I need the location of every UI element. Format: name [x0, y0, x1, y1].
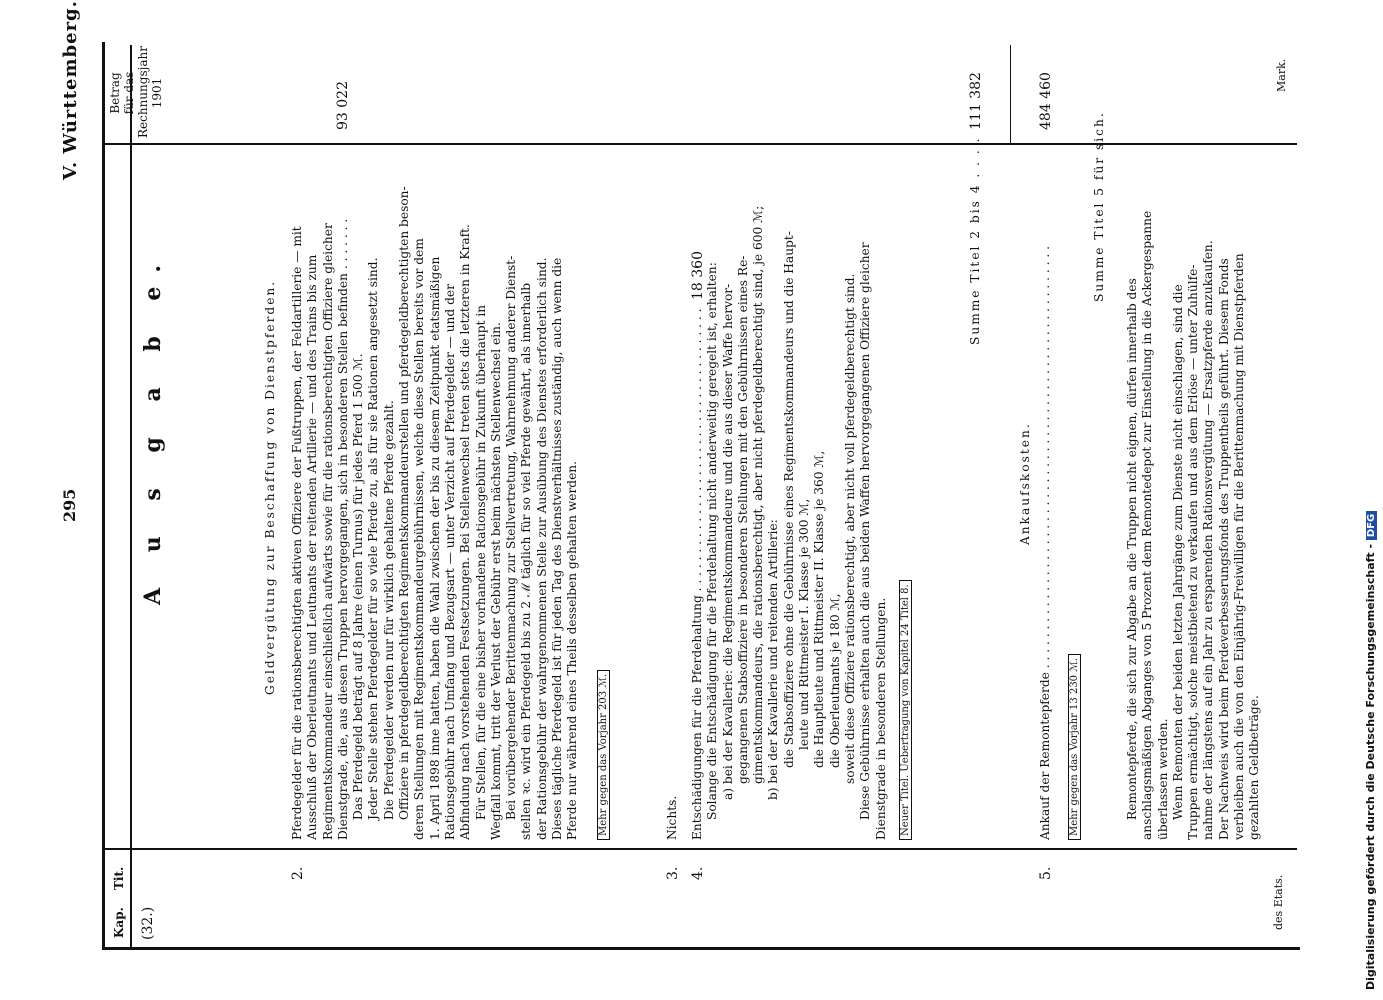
text-line: Der Nachweis wird beim Pferdeverbesserungsfonds des Truppentheils geführt. Diesem Fonds — [1216, 258, 1231, 840]
text-line: gegangenen Stabsoffiziere in besonderen Stellungen mit den Gebührnissen eines Re- — [735, 255, 750, 784]
text-line: Wegfall kommt, tritt der Verlust der Gebühr erst beim nächsten Stellenwechsel ein. — [488, 322, 503, 840]
text-line: die Stabsoffiziere ohne die Gebührnisse eines Regimentskommandeurs und die Haupt- — [781, 231, 796, 768]
dfg-credit-text: Digitalisierung gefördert durch die Deutsche Forschungsgemeinschaft - — [1364, 543, 1377, 990]
item-number: 3. — [665, 866, 681, 880]
header-des-etats: des Etats. — [1272, 874, 1285, 930]
sum-label: Summe Titel 2 bis 4 . . . . — [968, 136, 982, 345]
item-amount: 93 022 — [335, 81, 351, 130]
text-line: Abfindung nach vorstehenden Festsetzungen. Bei Stellenwechsel treten stets die letzteren in Kraft. — [458, 224, 473, 840]
amount-header-line2: für das — [122, 71, 136, 115]
text-line: Pferdegelder für die rationsberechtigten aktiven Offiziere der Fußtruppen, der Feldartillerie — mit — [290, 226, 304, 840]
item-5-extra — [1125, 211, 1263, 840]
text-line: a) bei der Kavallerie: die Regimentskommandeure und die aus dieser Waffe hervor- — [720, 283, 735, 800]
text-line: nahme der längstens auf ein Jahr zu ersparenden Rationsvergütung — Ersatzpferde anzukaufen. — [1201, 240, 1216, 840]
text-line: Rationsgebühr nach Umfang und Bezugsart — unter Verzicht auf Pferdegelder — und der — [442, 284, 457, 840]
amount-header — [108, 48, 164, 138]
note-box: Neuer Titel. Uebertragung von Kapitel 24 Titel 8. — [899, 580, 912, 840]
text-line: Für Stellen, für die eine bisher vorhandene Rationsgebühr in Zukunft überhaupt in — [473, 304, 488, 820]
sum-amount: 111 382 — [968, 72, 984, 130]
amount-header-line4: 1901 — [150, 77, 164, 109]
item-note — [1062, 654, 1081, 840]
text-line: überlassen werden. — [1155, 718, 1170, 840]
text-line: Jeder Stelle stehen Pferdegelder für so viele Pferde zu, als für sie Rationen angesetzt sind. — [366, 257, 381, 820]
item-number: 4. — [690, 866, 706, 880]
text-line: Pferde nur während eines Theils desselben gehalten werden. — [565, 460, 580, 840]
text-line: Bei vorübergehender Berittenmachung zur Stellvertretung, Wahrnehmung anderer Dienst- — [504, 255, 519, 820]
item-5-text: Ankauf der Remontepferde . . . . . . . . . . . . . . . . . . . . . . . . . . . . . . . . . . . . . . . . . . . . . . . . . . . . . . . — [1038, 245, 1052, 840]
text-line: Das Pferdegeld beträgt auf 8 Jahre (einen Turnus) für jedes Pferd 1 500 ℳ. — [351, 353, 366, 820]
text-line: Dieses tägliche Pferdegeld ist für jeden Tag des Dienstverhältnisses zuständig, auch wenn die — [550, 257, 565, 840]
text-line: gimentskommandeurs, die rationsberechtigt, aber nicht pferdegeldberechtigt sind, je 600 ℳ; — [751, 205, 766, 784]
header-kap: Kap. — [112, 907, 126, 938]
text-line: die Oberleutnants je 180 ℳ, — [827, 593, 842, 768]
page-number: 295 — [60, 488, 79, 522]
text-line: der Rationsgebühr der wahrgenommenen Stelle zur Ausübung des Dienstes erforderlich sind. — [534, 257, 549, 840]
kap-tit-divider — [102, 848, 1297, 850]
text-line: gezahlten Geldbeträge. — [1247, 695, 1262, 840]
text-line: Wenn Remonten der beiden letzten Jahrgänge zum Dienste nicht einschlagen, sind die — [1170, 284, 1185, 820]
note-box: Mehr gegen das Vorjahr 203 ℳ. — [597, 670, 610, 840]
text-line: leute und Rittmeister I. Klasse je 300 ℳ, — [797, 498, 812, 750]
item-4-text — [690, 206, 913, 840]
ankaufskosten-heading: Ankaufskosten. — [1018, 422, 1032, 545]
text-line: Ausschluß der Oberleutnants und Leutnants der reitenden Artillerie — und des Trains bis zum — [305, 254, 320, 840]
section-title: V. Württemberg. — [60, 0, 81, 180]
item-amount: 18 360 — [690, 251, 706, 300]
text-line: Entschädigungen für die Pferdehaltung . . . . . . . . . . . . . . . . . . . . . . . . . . . . . . . . . . . . . — [690, 308, 704, 840]
item-3-text: Nichts. — [665, 795, 679, 840]
dfg-credit — [1364, 511, 1377, 990]
dfg-logo: DFG — [1366, 511, 1377, 540]
note-box: Mehr gegen das Vorjahr 13 230 ℳ. — [1068, 654, 1081, 840]
text-line: die Hauptleute und Rittmeister II. Klasse je 360 ℳ, — [812, 450, 827, 768]
ausgabe-title: A u s g a b e. — [140, 250, 166, 605]
text-line: Remontepferde, die sich zur Abgabe an die Truppen nicht eignen, dürfen innerhalb des — [1125, 278, 1139, 820]
amount-divider — [102, 143, 1297, 145]
text-line: stellen ꝛc. wird ein Pferdegeld bis zu 2 ℳ täglich für so viel Pferde gewährt, als innerhalb — [519, 282, 534, 840]
text-line: Truppen ermächtigt, solche meistbietend zu verkaufen und aus dem Erlöse — unter Zuhülfe- — [1186, 264, 1201, 840]
header-tit: Tit. — [112, 866, 126, 890]
item-note — [595, 186, 611, 840]
item-number: 5. — [1038, 866, 1054, 880]
mark-label: Mark. — [1275, 58, 1288, 92]
sum-label-5: Summe Titel 5 für sich. — [1092, 111, 1106, 302]
text-line: Offiziere in pferdegeldberechtigten Regimentskommandeurstellen und pferdegeldberechtigten beson- — [397, 186, 412, 820]
item-note — [897, 206, 913, 840]
text-line: Regimentskommandeur einschließlich aufwärts sowie für die rationsberechtigten Offiziere gleicher — [320, 223, 335, 840]
text-line: soweit diese Offiziere rationsberechtigt, aber nicht voll pferdegeldberechtigt sind. — [842, 273, 857, 784]
header-rule — [130, 45, 132, 950]
text-line: 1. April 1898 inne hatten, haben die Wahl zwischen der bis zu diesem Zeitpunkt etatsmäßigen — [427, 256, 442, 840]
text-line: anschlagsmäßigen Abganges von 5 Prozent dem Remontedepot zur Einstellung in die Ackergespanne — [1140, 210, 1155, 840]
text-line: deren Stellungen mit Regimentskommandeurgebührnissen, welche diese Stellen bereits vor dem — [412, 238, 427, 840]
text-line: Dienstgrade in besonderen Stellungen. — [873, 597, 888, 840]
text-line: Diese Gebührnisse erhalten auch die aus beiden Waffen hervorgegangenen Offiziere gleicher — [858, 242, 873, 820]
item-amount: 484 460 — [1038, 72, 1054, 130]
chapter-number: (32.) — [140, 906, 156, 940]
section-heading: Geldvergütung zur Beschaffung von Dienstpferden. — [263, 279, 277, 695]
amount-header-line1: Betrag — [108, 72, 122, 114]
text-line: b) bei der Kavallerie und reitenden Artillerie: — [766, 519, 781, 800]
amount-header-line3: Rechnungsjahr — [136, 46, 150, 138]
subtotal-rule — [1010, 45, 1011, 145]
text-line: Die Pferdegelder werden nur für wirklich gehaltene Pferde gezahlt. — [381, 400, 396, 820]
item-number: 2. — [290, 866, 306, 880]
text-line: verbleiben auch die von den Einjährig-Freiwilligen für die Berittenmachung mit Dienstpferden — [1232, 253, 1247, 840]
item-2-text — [290, 186, 611, 840]
text-line: Dienstgrade, die, aus diesen Truppen hervorgegangen, sich in besonderen Stellen befinden . . . . . . . — [335, 218, 350, 840]
text-line: Solange die Entschädigung für die Pferdehaltung nicht anderweitig geregelt ist, erhalten: — [705, 262, 720, 820]
